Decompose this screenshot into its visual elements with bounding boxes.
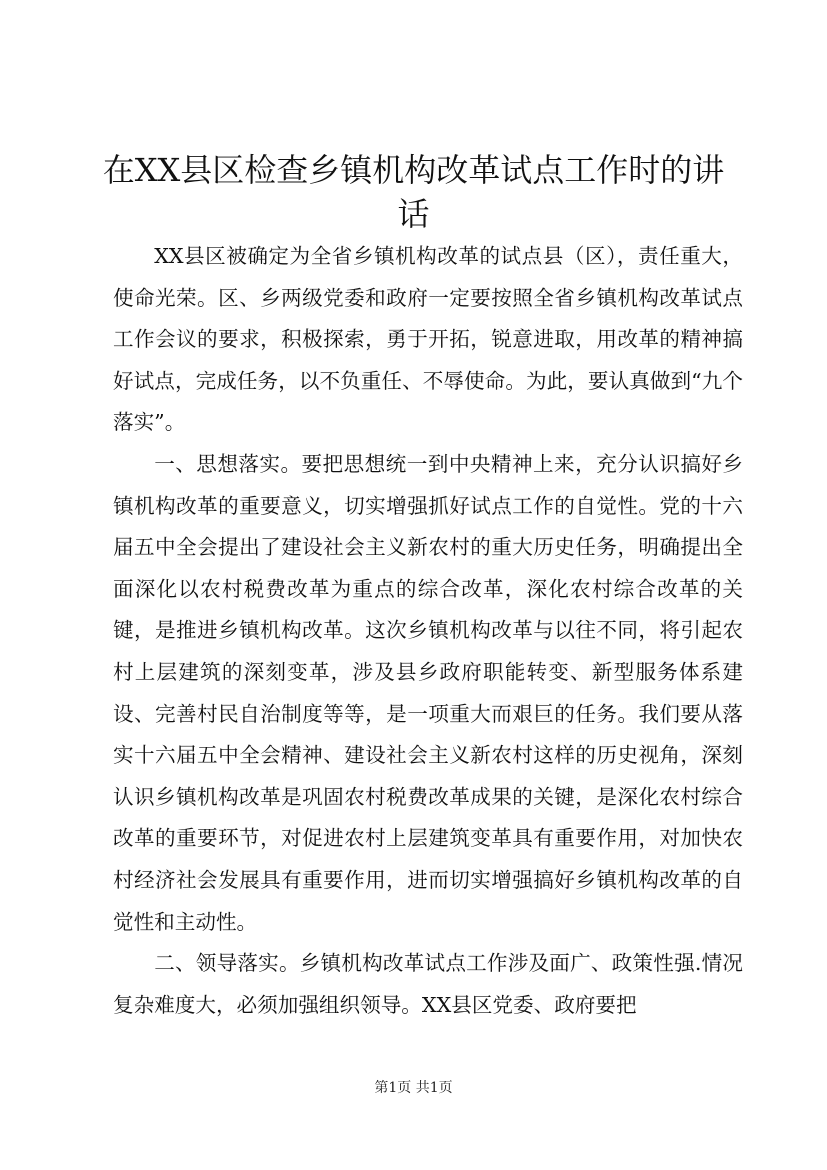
paragraph-intro: XX县区被确定为全省乡镇机构改革的试点县（区），责任重大，使命光荣。区、乡两级党委和政府一定要按照全省乡镇机构改革试点工作会议的要求，积极探索，勇于开拓，锐意进取，用改革的精神搞好试点，完成任务，以不负重任、不辱使命。为此，要认真做到“九个落实”。 [113, 244, 743, 435]
document-body [113, 236, 743, 1026]
document-title: 在XX县区检查乡镇机构改革试点工作时的讲话 [102, 151, 725, 233]
paragraph-section-1: 一、思想落实。要把思想统一到中央精神上来，充分认识搞好乡镇机构改革的重要意义，切实增强抓好试点工作的自觉性。党的十六届五中全会提出了建设社会主义新农村的重大历史任务，明确提出全面深化以农村税费改革为重点的综合改革，深化农村综合改革的关键，是推进乡镇机构改革。这次乡镇机构改革与以往不同，将引起农村上层建筑的深刻变革，涉及县乡政府职能转变、新型服务体系建设、完善村民自治制度等等，是一项重大而艰巨的任务。我们要从落实十六届五中全会精神、建设社会主义新农村这样的历史视角，深刻认识乡镇机构改革是巩固农村税费改革成果的关键，是深化农村综合改革的重要环节，对促进农村上层建筑变革具有重要作用，对加快农村经济社会发展具有重要作用，进而切实增强搞好乡镇机构改革的自觉性和主动性。 [113, 451, 743, 934]
paragraph-section-2: 二、领导落实。乡镇机构改革试点工作涉及面广、政策性强.情况复杂难度大，必须加强组织领导。XX县区党委、政府要把 [113, 951, 743, 1017]
page-footer: 第1页 共1页 [374, 1080, 453, 1096]
